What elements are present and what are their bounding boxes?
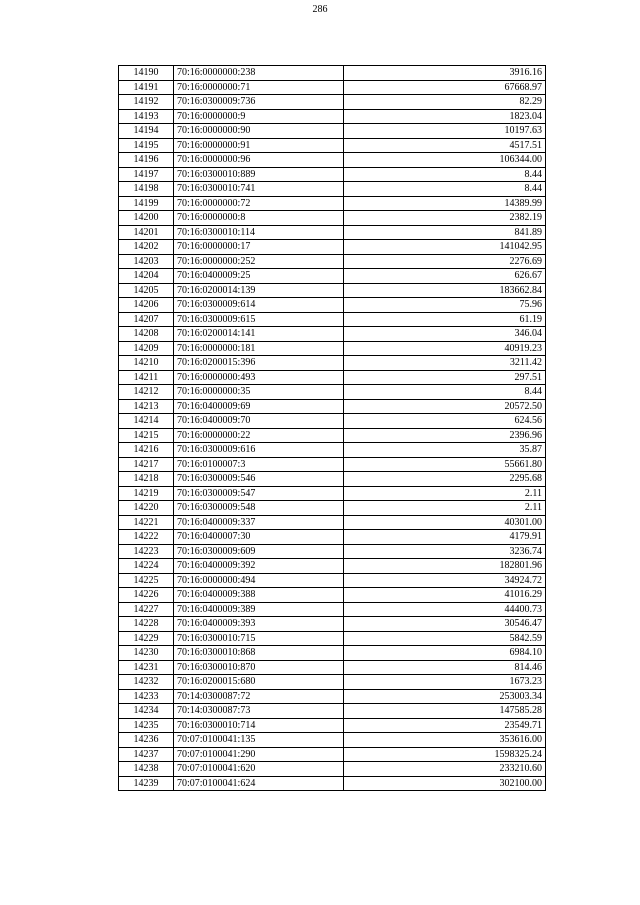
cadastral-number-cell: 70:16:0000000:9	[174, 109, 344, 124]
value-cell: 814.46	[344, 660, 546, 675]
table-row	[119, 646, 546, 661]
cadastral-number-cell: 70:16:0200014:139	[174, 283, 344, 298]
cadastral-number-cell: 70:07:0100041:620	[174, 762, 344, 777]
cadastral-number-cell: 70:14:0300087:73	[174, 704, 344, 719]
table-row	[119, 254, 546, 269]
value-cell: 182801.96	[344, 559, 546, 574]
cadastral-number-cell: 70:16:0100007:3	[174, 457, 344, 472]
cadastral-number-cell: 70:14:0300087:72	[174, 689, 344, 704]
value-cell: 40301.00	[344, 515, 546, 530]
cadastral-number-cell: 70:16:0000000:71	[174, 80, 344, 95]
value-cell: 106344.00	[344, 153, 546, 168]
row-number-cell: 14228	[119, 617, 174, 632]
cadastral-number-cell: 70:16:0400009:69	[174, 399, 344, 414]
cadastral-number-cell: 70:16:0300009:547	[174, 486, 344, 501]
value-cell: 55661.80	[344, 457, 546, 472]
row-number-cell: 14201	[119, 225, 174, 240]
cadastral-number-cell: 70:07:0100041:624	[174, 776, 344, 791]
table-row	[119, 472, 546, 487]
value-cell: 4517.51	[344, 138, 546, 153]
table-row	[119, 631, 546, 646]
value-cell: 10197.63	[344, 124, 546, 139]
row-number-cell: 14221	[119, 515, 174, 530]
row-number-cell: 14233	[119, 689, 174, 704]
table-row	[119, 573, 546, 588]
value-cell: 41016.29	[344, 588, 546, 603]
table-row	[119, 109, 546, 124]
table-row	[119, 341, 546, 356]
row-number-cell: 14226	[119, 588, 174, 603]
table-row	[119, 733, 546, 748]
row-number-cell: 14219	[119, 486, 174, 501]
cadastral-number-cell: 70:16:0300010:741	[174, 182, 344, 197]
cadastral-number-cell: 70:16:0000000:8	[174, 211, 344, 226]
value-cell: 1823.04	[344, 109, 546, 124]
row-number-cell: 14203	[119, 254, 174, 269]
value-cell: 183662.84	[344, 283, 546, 298]
row-number-cell: 14192	[119, 95, 174, 110]
cadastral-number-cell: 70:16:0300010:714	[174, 718, 344, 733]
table-row	[119, 66, 546, 81]
cadastral-number-cell: 70:16:0400009:25	[174, 269, 344, 284]
value-cell: 3211.42	[344, 356, 546, 371]
row-number-cell: 14207	[119, 312, 174, 327]
value-cell: 1673.23	[344, 675, 546, 690]
row-number-cell: 14195	[119, 138, 174, 153]
table-row	[119, 515, 546, 530]
cadastral-number-cell: 70:16:0300010:868	[174, 646, 344, 661]
value-cell: 4179.91	[344, 530, 546, 545]
cadastral-number-cell: 70:16:0300010:715	[174, 631, 344, 646]
table-row	[119, 501, 546, 516]
value-cell: 75.96	[344, 298, 546, 313]
value-cell: 626.67	[344, 269, 546, 284]
table-row	[119, 675, 546, 690]
row-number-cell: 14190	[119, 66, 174, 81]
table-row	[119, 486, 546, 501]
table-row	[119, 124, 546, 139]
cadastral-number-cell: 70:16:0000000:72	[174, 196, 344, 211]
cadastral-number-cell: 70:16:0400009:392	[174, 559, 344, 574]
cadastral-number-cell: 70:16:0400009:388	[174, 588, 344, 603]
value-cell: 20572.50	[344, 399, 546, 414]
table-row	[119, 776, 546, 791]
cadastral-number-cell: 70:16:0200015:396	[174, 356, 344, 371]
row-number-cell: 14231	[119, 660, 174, 675]
cadastral-number-cell: 70:16:0400009:337	[174, 515, 344, 530]
value-cell: 233210.60	[344, 762, 546, 777]
table-row	[119, 385, 546, 400]
table-row	[119, 225, 546, 240]
cadastral-number-cell: 70:16:0300009:615	[174, 312, 344, 327]
value-cell: 82.29	[344, 95, 546, 110]
table-row	[119, 602, 546, 617]
table-row	[119, 588, 546, 603]
value-cell: 2.11	[344, 501, 546, 516]
value-cell: 624.56	[344, 414, 546, 429]
table-row	[119, 443, 546, 458]
row-number-cell: 14200	[119, 211, 174, 226]
row-number-cell: 14230	[119, 646, 174, 661]
value-cell: 2.11	[344, 486, 546, 501]
value-cell: 253003.34	[344, 689, 546, 704]
value-cell: 3916.16	[344, 66, 546, 81]
cadastral-number-cell: 70:16:0300010:114	[174, 225, 344, 240]
value-cell: 61.19	[344, 312, 546, 327]
row-number-cell: 14234	[119, 704, 174, 719]
cadastral-number-cell: 70:16:0400009:393	[174, 617, 344, 632]
row-number-cell: 14198	[119, 182, 174, 197]
table-row	[119, 457, 546, 472]
table-row	[119, 399, 546, 414]
row-number-cell: 14216	[119, 443, 174, 458]
cadastral-number-cell: 70:16:0400009:389	[174, 602, 344, 617]
table-row	[119, 356, 546, 371]
page-number: 286	[312, 4, 328, 15]
row-number-cell: 14199	[119, 196, 174, 211]
table-row	[119, 747, 546, 762]
cadastral-number-cell: 70:16:0000000:181	[174, 341, 344, 356]
cadastral-number-cell: 70:07:0100041:135	[174, 733, 344, 748]
table-row	[119, 269, 546, 284]
cadastral-number-cell: 70:16:0000000:494	[174, 573, 344, 588]
row-number-cell: 14235	[119, 718, 174, 733]
value-cell: 30546.47	[344, 617, 546, 632]
row-number-cell: 14223	[119, 544, 174, 559]
cadastral-number-cell: 70:16:0300009:609	[174, 544, 344, 559]
table-row	[119, 414, 546, 429]
value-cell: 23549.71	[344, 718, 546, 733]
row-number-cell: 14217	[119, 457, 174, 472]
table-row	[119, 312, 546, 327]
value-cell: 40919.23	[344, 341, 546, 356]
value-cell: 2396.96	[344, 428, 546, 443]
table-row	[119, 80, 546, 95]
value-cell: 34924.72	[344, 573, 546, 588]
value-cell: 8.44	[344, 385, 546, 400]
value-cell: 2382.19	[344, 211, 546, 226]
cadastral-number-cell: 70:16:0000000:493	[174, 370, 344, 385]
table-row	[119, 370, 546, 385]
row-number-cell: 14225	[119, 573, 174, 588]
value-cell: 3236.74	[344, 544, 546, 559]
table-row	[119, 182, 546, 197]
row-number-cell: 14208	[119, 327, 174, 342]
value-cell: 2295.68	[344, 472, 546, 487]
row-number-cell: 14218	[119, 472, 174, 487]
row-number-cell: 14229	[119, 631, 174, 646]
cadastral-number-cell: 70:16:0000000:90	[174, 124, 344, 139]
row-number-cell: 14222	[119, 530, 174, 545]
row-number-cell: 14209	[119, 341, 174, 356]
value-cell: 297.51	[344, 370, 546, 385]
row-number-cell: 14206	[119, 298, 174, 313]
table-body	[119, 66, 546, 791]
cadastral-number-cell: 70:16:0000000:238	[174, 66, 344, 81]
cadastral-number-cell: 70:16:0300009:546	[174, 472, 344, 487]
table-row	[119, 617, 546, 632]
table-row	[119, 196, 546, 211]
row-number-cell: 14213	[119, 399, 174, 414]
row-number-cell: 14202	[119, 240, 174, 255]
row-number-cell: 14204	[119, 269, 174, 284]
data-table	[118, 65, 546, 791]
value-cell: 35.87	[344, 443, 546, 458]
row-number-cell: 14224	[119, 559, 174, 574]
table-row	[119, 167, 546, 182]
row-number-cell: 14197	[119, 167, 174, 182]
cadastral-number-cell: 70:16:0000000:252	[174, 254, 344, 269]
cadastral-number-cell: 70:16:0000000:22	[174, 428, 344, 443]
value-cell: 5842.59	[344, 631, 546, 646]
table-row	[119, 211, 546, 226]
table-row	[119, 660, 546, 675]
table-row	[119, 95, 546, 110]
table-row	[119, 704, 546, 719]
table-row	[119, 327, 546, 342]
cadastral-number-cell: 70:16:0400009:70	[174, 414, 344, 429]
value-cell: 8.44	[344, 182, 546, 197]
cadastral-number-cell: 70:16:0200014:141	[174, 327, 344, 342]
row-number-cell: 14220	[119, 501, 174, 516]
cadastral-number-cell: 70:16:0000000:35	[174, 385, 344, 400]
value-cell: 8.44	[344, 167, 546, 182]
value-cell: 302100.00	[344, 776, 546, 791]
cadastral-number-cell: 70:07:0100041:290	[174, 747, 344, 762]
row-number-cell: 14239	[119, 776, 174, 791]
row-number-cell: 14205	[119, 283, 174, 298]
cadastral-number-cell: 70:16:0000000:96	[174, 153, 344, 168]
value-cell: 1598325.24	[344, 747, 546, 762]
table-row	[119, 283, 546, 298]
table-row	[119, 240, 546, 255]
row-number-cell: 14236	[119, 733, 174, 748]
cadastral-number-cell: 70:16:0300009:548	[174, 501, 344, 516]
row-number-cell: 14227	[119, 602, 174, 617]
cadastral-number-cell: 70:16:0300009:616	[174, 443, 344, 458]
cadastral-number-cell: 70:16:0300010:870	[174, 660, 344, 675]
value-cell: 346.04	[344, 327, 546, 342]
row-number-cell: 14210	[119, 356, 174, 371]
row-number-cell: 14212	[119, 385, 174, 400]
value-cell: 2276.69	[344, 254, 546, 269]
value-cell: 353616.00	[344, 733, 546, 748]
table-row	[119, 544, 546, 559]
table-row	[119, 689, 546, 704]
cadastral-number-cell: 70:16:0400007:30	[174, 530, 344, 545]
row-number-cell: 14211	[119, 370, 174, 385]
cadastral-number-cell: 70:16:0000000:17	[174, 240, 344, 255]
table-row	[119, 718, 546, 733]
value-cell: 141042.95	[344, 240, 546, 255]
value-cell: 67668.97	[344, 80, 546, 95]
table-row	[119, 153, 546, 168]
row-number-cell: 14191	[119, 80, 174, 95]
table-row	[119, 428, 546, 443]
cadastral-number-cell: 70:16:0000000:91	[174, 138, 344, 153]
value-cell: 147585.28	[344, 704, 546, 719]
value-cell: 841.89	[344, 225, 546, 240]
cadastral-number-cell: 70:16:0200015:680	[174, 675, 344, 690]
row-number-cell: 14196	[119, 153, 174, 168]
cadastral-number-cell: 70:16:0300010:889	[174, 167, 344, 182]
row-number-cell: 14238	[119, 762, 174, 777]
table-row	[119, 530, 546, 545]
row-number-cell: 14214	[119, 414, 174, 429]
value-cell: 6984.10	[344, 646, 546, 661]
row-number-cell: 14237	[119, 747, 174, 762]
row-number-cell: 14193	[119, 109, 174, 124]
row-number-cell: 14194	[119, 124, 174, 139]
row-number-cell: 14232	[119, 675, 174, 690]
row-number-cell: 14215	[119, 428, 174, 443]
table-row	[119, 298, 546, 313]
table-row	[119, 138, 546, 153]
value-cell: 14389.99	[344, 196, 546, 211]
table-row	[119, 762, 546, 777]
value-cell: 44400.73	[344, 602, 546, 617]
cadastral-number-cell: 70:16:0300009:736	[174, 95, 344, 110]
table-row	[119, 559, 546, 574]
cadastral-number-cell: 70:16:0300009:614	[174, 298, 344, 313]
